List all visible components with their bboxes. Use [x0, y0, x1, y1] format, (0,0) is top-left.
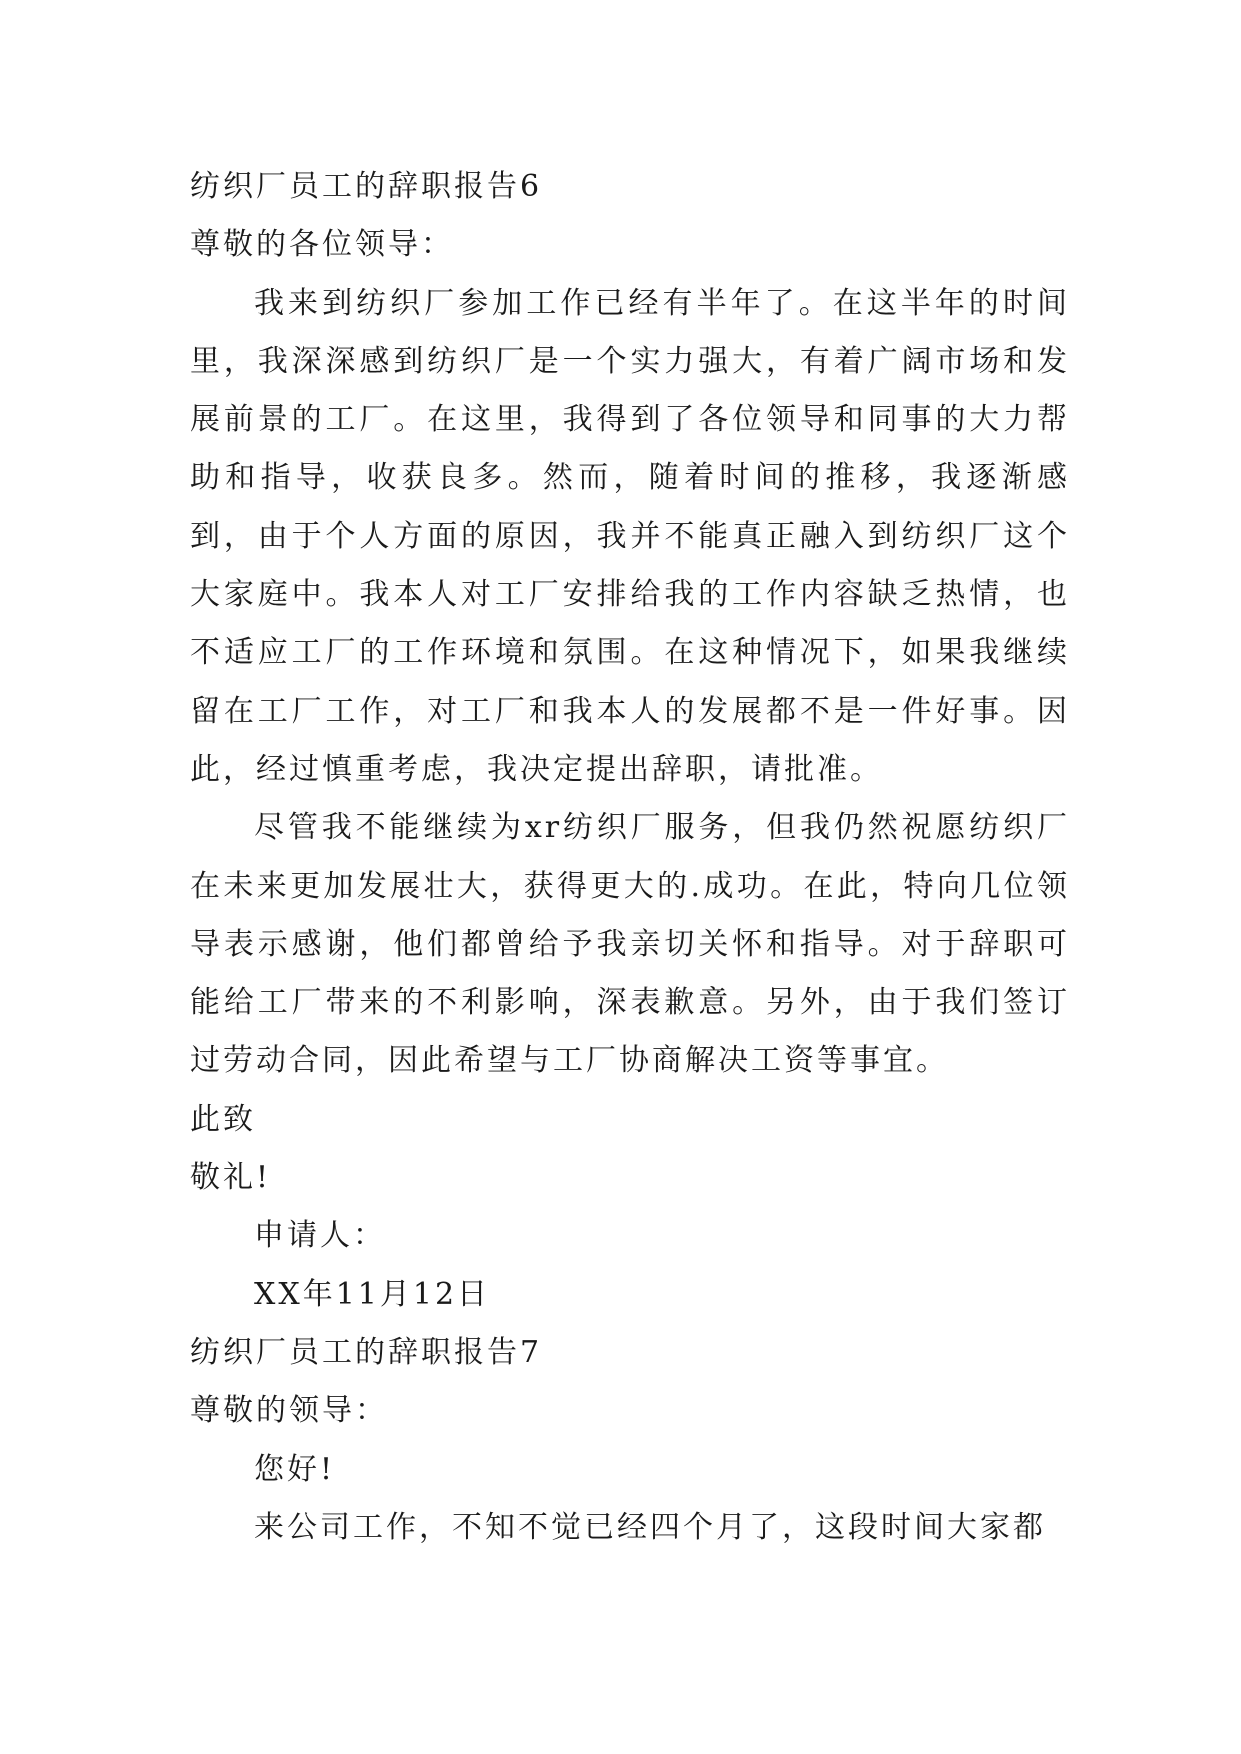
salutation-7: 尊敬的领导： — [190, 1393, 388, 1429]
closing-cizhi: 此致 — [190, 1101, 256, 1137]
greeting-7: 您好! — [254, 1451, 336, 1487]
applicant-label: 申请人： — [254, 1218, 386, 1254]
salutation-6: 尊敬的各位领导： — [190, 227, 454, 263]
document-body — [190, 158, 1070, 1557]
signature-date: XX年11月12日 — [254, 1276, 491, 1312]
section-title-7: 纺织厂员工的辞职报告7 — [190, 1334, 543, 1370]
body-paragraph-3: 来公司工作，不知不觉已经四个月了，这段时间大家都 — [254, 1509, 1046, 1545]
closing-jingli: 敬礼! — [190, 1160, 272, 1196]
section-title-6: 纺织厂员工的辞职报告6 — [190, 169, 543, 204]
body-paragraph-2: 尽管我不能继续为xr纺织厂服务，但我仍然祝愿纺织厂在未来更加发展壮大，获得更大的.成功。在此，特向几位领导表示感谢，他们都曾给予我亲切关怀和指导。对于辞职可能给工厂带来的不利影响，深表歉意。另外，由于我们签订过劳动合同，因此希望与工厂协商解决工资等事宜。 — [190, 810, 1070, 1079]
body-paragraph-1: 我来到纺织厂参加工作已经有半年了。在这半年的时间里，我深深感到纺织厂是一个实力强大，有着广阔市场和发展前景的工厂。在这里，我得到了各位领导和同事的大力帮助和指导，收获良多。然而，随着时间的推移，我逐渐感到，由于个人方面的原因，我并不能真正融入到纺织厂这个大家庭中。我本人对工厂安排给我的工作内容缺乏热情，也不适应工厂的工作环境和氛围。在这种情况下，如果我继续留在工厂工作，对工厂和我本人的发展都不是一件好事。因此，经过慎重考虑，我决定提出辞职，请批准。 — [190, 285, 1070, 787]
